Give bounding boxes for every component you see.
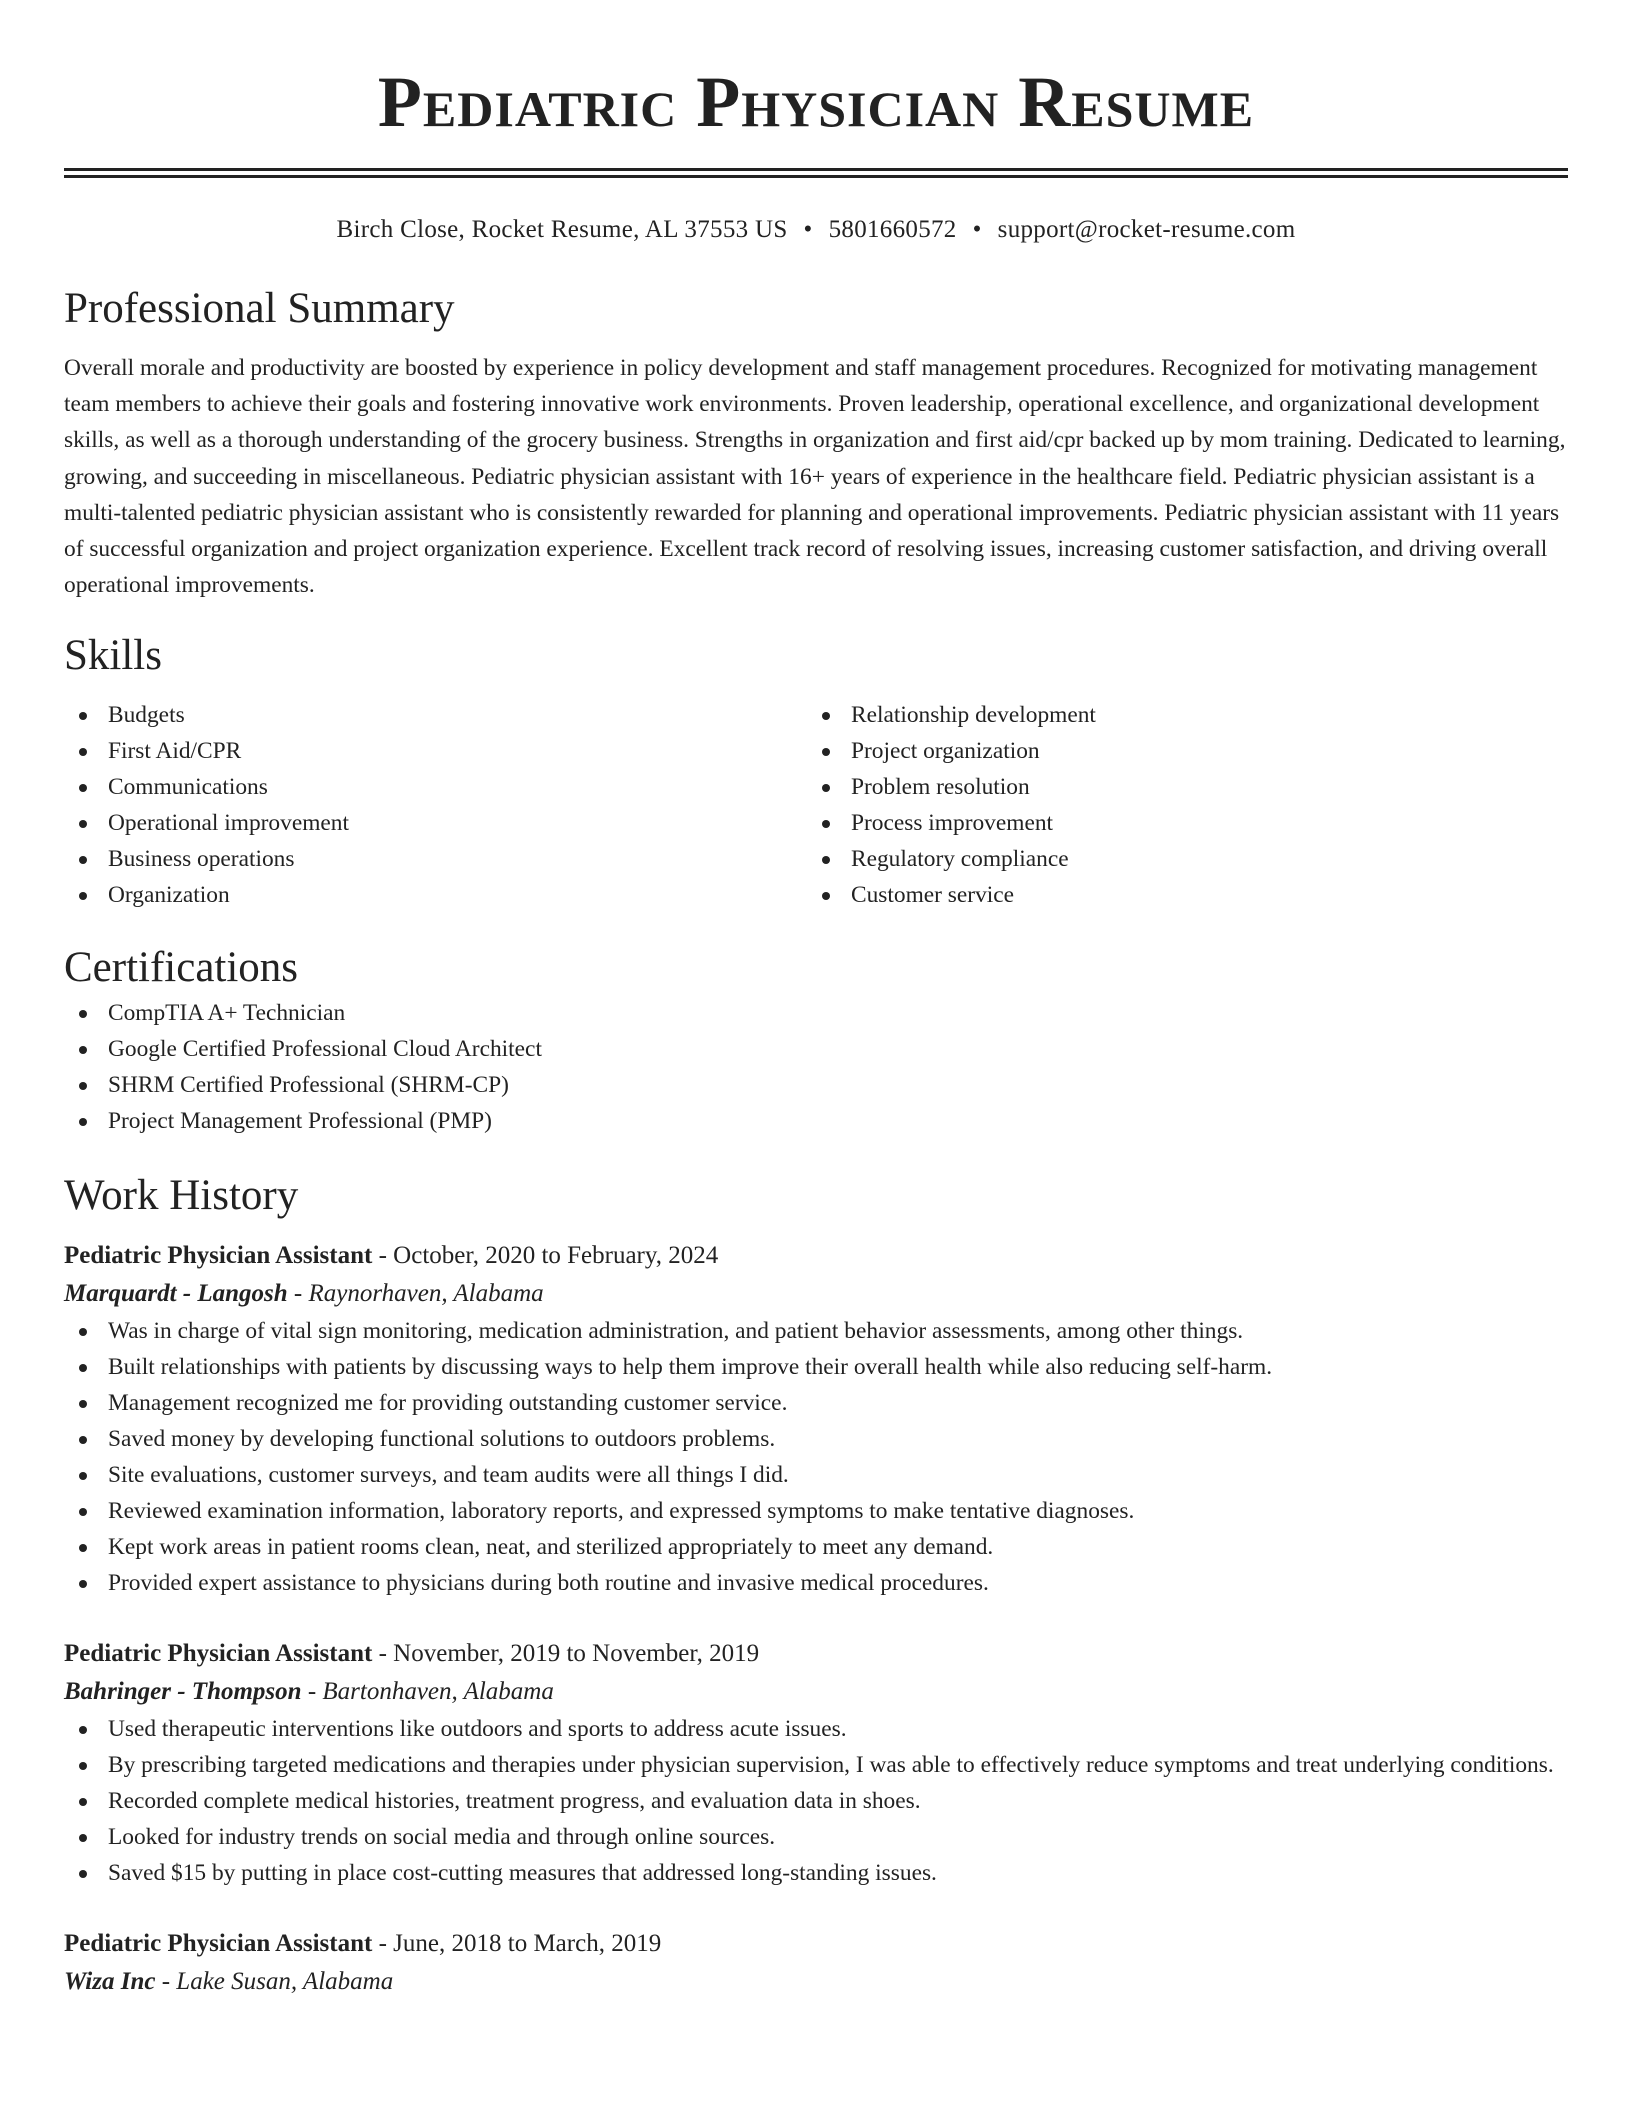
contact-line: [64, 214, 1568, 246]
job-dash: -: [372, 1930, 394, 1958]
contact-separator: •: [972, 216, 982, 243]
list-item-text: Saved $15 by putting in place cost-cutting measures that addressed long-standing issues.: [108, 1860, 937, 1887]
bullet-dot-icon: [79, 1726, 87, 1734]
list-item: [807, 877, 1550, 913]
list-item: [64, 1031, 1568, 1067]
section-title-summary: Professional Summary: [64, 285, 455, 332]
list-item: [64, 697, 807, 733]
bullet-dot-icon: [822, 748, 830, 756]
bullet-dot-icon: [822, 856, 830, 864]
bullet-dot-icon: [79, 1834, 87, 1842]
list-item: [807, 733, 1550, 769]
title-double-rule: [64, 168, 1568, 178]
list-item: [64, 1783, 1568, 1819]
skills-column-right: [807, 697, 1550, 913]
job-entry: [64, 1635, 1568, 1891]
list-item-text: Customer service: [851, 882, 1015, 909]
list-item-text: Looked for industry trends on social media and through online sources.: [108, 1824, 776, 1851]
list-item-text: CompTIA A+ Technician: [108, 1000, 346, 1027]
list-item-text: Google Certified Professional Cloud Architect: [108, 1036, 542, 1063]
list-item-text: Kept work areas in patient rooms clean, neat, and sterilized appropriately to meet any demand.: [108, 1534, 994, 1561]
list-item-text: Management recognized me for providing outstanding customer service.: [108, 1390, 788, 1417]
list-item: [64, 1711, 1568, 1747]
list-item-text: Organization: [108, 882, 230, 909]
certifications-list: [64, 995, 1568, 1139]
list-item: [807, 841, 1550, 877]
resume-title: Pediatric Physician Resume: [377, 62, 1255, 142]
job-role: Pediatric Physician Assistant: [64, 1242, 373, 1270]
job-company-line: [64, 1673, 1568, 1711]
list-item: [64, 841, 807, 877]
bullet-dot-icon: [79, 1544, 87, 1552]
bullet-dot-icon: [79, 1798, 87, 1806]
bullet-dot-icon: [79, 1328, 87, 1336]
section-title-skills: Skills: [64, 632, 162, 680]
bullet-dot-icon: [79, 1400, 87, 1408]
bullet-dot-icon: [79, 820, 87, 828]
list-item-text: First Aid/CPR: [108, 738, 242, 765]
list-item: [64, 1349, 1568, 1385]
list-item: [64, 1747, 1568, 1783]
job-duties-list: [64, 1313, 1568, 1601]
list-item: [807, 769, 1550, 805]
job-entry: [64, 1925, 1568, 2001]
job-company: Wiza Inc: [64, 1968, 156, 1996]
list-item-text: Relationship development: [851, 702, 1096, 729]
list-item: [64, 1565, 1568, 1601]
bullet-dot-icon: [79, 1118, 87, 1126]
list-item: [64, 1067, 1568, 1103]
list-item: [64, 1421, 1568, 1457]
contact-separator: •: [803, 216, 813, 243]
job-heading: [64, 1635, 1568, 1673]
skills-column-left: [64, 697, 807, 913]
bullet-dot-icon: [79, 748, 87, 756]
bullet-dot-icon: [79, 784, 87, 792]
bullet-dot-icon: [79, 1364, 87, 1372]
list-item-text: Regulatory compliance: [851, 846, 1069, 873]
job-company-line: [64, 1275, 1568, 1313]
list-item-text: Built relationships with patients by discussing ways to help them improve their overall health while also reducing self-harm.: [108, 1354, 1273, 1381]
list-item-text: Communications: [108, 774, 268, 801]
job-dash: -: [155, 1968, 177, 1996]
list-item-text: Business operations: [108, 846, 295, 873]
list-item-text: Saved money by developing functional solutions to outdoors problems.: [108, 1426, 776, 1453]
list-item-text: Budgets: [108, 702, 185, 729]
list-item-text: Was in charge of vital sign monitoring, medication administration, and patient behavior assessments, among other things.: [108, 1318, 1244, 1345]
bullet-dot-icon: [822, 892, 830, 900]
skills-list-left: [64, 697, 807, 913]
list-item: [807, 805, 1550, 841]
bullet-dot-icon: [79, 1010, 87, 1018]
summary-text: Overall morale and productivity are boosted by experience in policy development and staff management procedures. Recognized for motivating management team members to achieve their goals and fostering innovative work environments. Proven leadership, operational excellence, and organizational development skills, as well as a thorough understanding of the grocery business. Strengths in organization and first aid/cpr backed up by mom training. Dedicated to learning, growing, and succeeding in miscellaneous. Pediatric physician assistant with 16+ years of experience in the healthcare field. Pediatric physician assistant is a multi-talented pediatric physician assistant who is consistently rewarded for planning and operational improvements. Pediatric physician assistant with 11 years of successful organization and project organization experience. Excellent track record of resolving issues, increasing customer satisfaction, and driving overall operational improvements.: [64, 355, 1566, 599]
list-item-text: Site evaluations, customer surveys, and team audits were all things I did.: [108, 1462, 789, 1489]
job-company: Bahringer - Thompson: [64, 1678, 302, 1706]
job-company-line: [64, 1963, 1568, 2001]
list-item: [64, 995, 1568, 1031]
list-item-text: Recorded complete medical histories, treatment progress, and evaluation data in shoes.: [108, 1788, 921, 1815]
resume-page: [64, 0, 1568, 2001]
job-role: Pediatric Physician Assistant: [64, 1640, 373, 1668]
bullet-dot-icon: [79, 892, 87, 900]
list-item-text: Project organization: [851, 738, 1040, 765]
job-dash: -: [287, 1280, 309, 1308]
list-item: [64, 1493, 1568, 1529]
job-dates: November, 2019 to November, 2019: [393, 1640, 760, 1668]
bullet-dot-icon: [79, 712, 87, 720]
job-heading: [64, 1925, 1568, 1963]
list-item-text: Process improvement: [851, 810, 1054, 837]
contact-phone: 5801660572: [828, 216, 957, 243]
job-dates: June, 2018 to March, 2019: [393, 1930, 662, 1958]
job-role: Pediatric Physician Assistant: [64, 1930, 373, 1958]
list-item: [64, 1819, 1568, 1855]
list-item: [64, 805, 807, 841]
list-item-text: Provided expert assistance to physicians during both routine and invasive medical procedures.: [108, 1570, 989, 1597]
job-location: Lake Susan, Alabama: [176, 1968, 394, 1996]
list-item: [807, 697, 1550, 733]
section-title-certifications: Certifications: [64, 944, 299, 992]
list-item: [64, 1103, 1568, 1139]
bullet-dot-icon: [822, 820, 830, 828]
job-dates: October, 2020 to February, 2024: [393, 1242, 719, 1270]
job-heading: [64, 1237, 1568, 1275]
list-item-text: Used therapeutic interventions like outdoors and sports to address acute issues.: [108, 1716, 847, 1743]
section-title-work-history: Work History: [64, 1172, 299, 1220]
list-item: [64, 1457, 1568, 1493]
bullet-dot-icon: [79, 1870, 87, 1878]
bullet-dot-icon: [822, 784, 830, 792]
bullet-dot-icon: [79, 1762, 87, 1770]
work-history-list: [64, 1237, 1568, 2001]
bullet-dot-icon: [79, 856, 87, 864]
list-item-text: Operational improvement: [108, 810, 349, 837]
bullet-dot-icon: [79, 1046, 87, 1054]
bullet-dot-icon: [79, 1436, 87, 1444]
list-item-text: Reviewed examination information, laboratory reports, and expressed symptoms to make tentative diagnoses.: [108, 1498, 1135, 1525]
bullet-dot-icon: [79, 1472, 87, 1480]
list-item: [64, 877, 807, 913]
list-item: [64, 1313, 1568, 1349]
bullet-dot-icon: [79, 1082, 87, 1090]
job-dash: -: [372, 1242, 394, 1270]
contact-address: Birch Close, Rocket Resume, AL 37553 US: [336, 216, 788, 243]
list-item-text: By prescribing targeted medications and therapies under physician supervision, I was able to effectively reduce symptoms and treat underlying conditions.: [108, 1752, 1554, 1779]
list-item-text: Project Management Professional (PMP): [108, 1108, 492, 1135]
bullet-dot-icon: [79, 1580, 87, 1588]
job-entry: [64, 1237, 1568, 1601]
list-item: [64, 733, 807, 769]
bullet-dot-icon: [79, 1508, 87, 1516]
skills-list-right: [807, 697, 1550, 913]
job-company: Marquardt - Langosh: [64, 1280, 288, 1308]
job-location: Raynorhaven, Alabama: [308, 1280, 544, 1308]
list-item: [64, 1529, 1568, 1565]
list-item: [64, 769, 807, 805]
skills-grid: [64, 697, 1568, 913]
list-item-text: SHRM Certified Professional (SHRM-CP): [108, 1072, 509, 1099]
list-item: [64, 1855, 1568, 1891]
job-duties-list: [64, 1711, 1568, 1891]
list-item: [64, 1385, 1568, 1421]
contact-email: support@rocket-resume.com: [997, 216, 1296, 243]
job-location: Bartonhaven, Alabama: [322, 1678, 554, 1706]
job-dash: -: [372, 1640, 394, 1668]
list-item-text: Problem resolution: [851, 774, 1030, 801]
bullet-dot-icon: [822, 712, 830, 720]
job-dash: -: [301, 1678, 323, 1706]
